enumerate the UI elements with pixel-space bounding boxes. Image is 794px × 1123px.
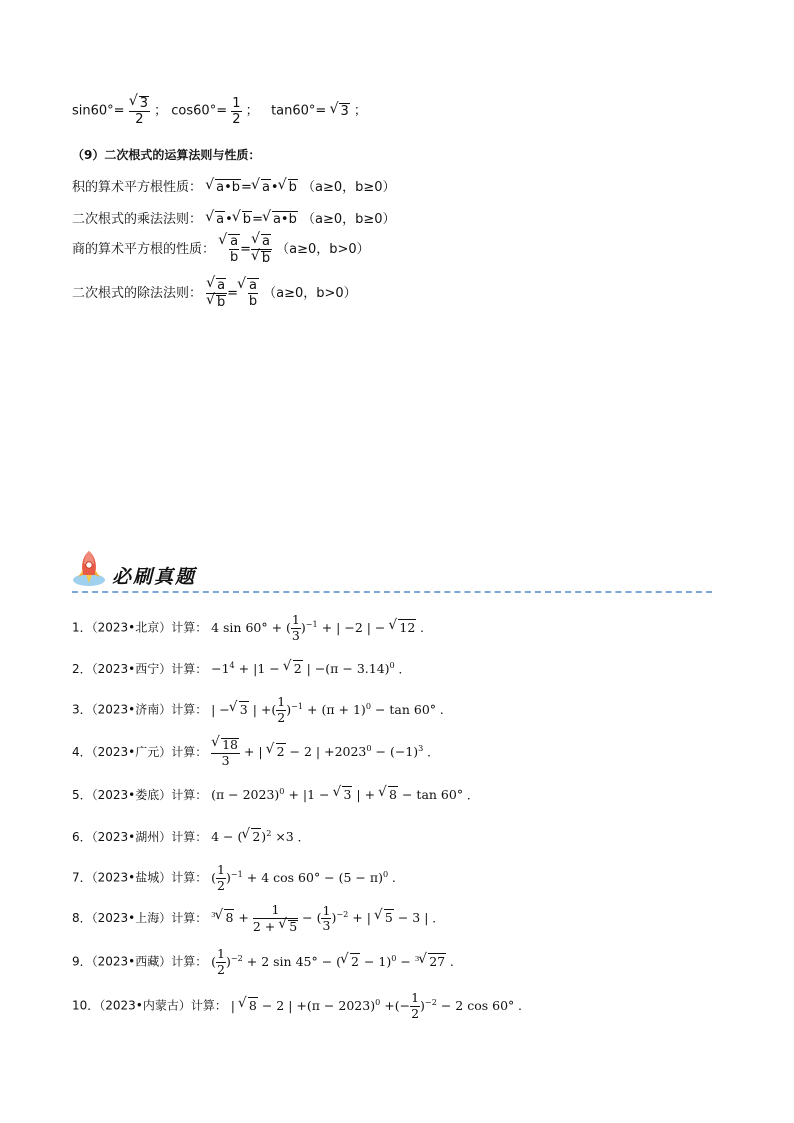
question-8: 8．（2023•上海）计算： $^3$√ 8 + $\frac{1}{2 + √ 5}$ − ( $\frac{1}{3}$ )$^{-2}$ + | √ 5 − 3 | ． (72, 904, 444, 933)
sin-label: sin60°= (72, 103, 125, 119)
question-10: 10．（2023•内蒙古）计算： | √ 8 − 2 | $+(\pi - 2023)^0$ +(− $\frac{1}{2}$ )$^{-2}$ − 2 cos 60° ． (72, 992, 530, 1020)
section-9-heading: （9）二次根式的运算法则与性质： (72, 148, 261, 162)
cos60-fraction: $\frac{1}{2}$ (232, 95, 241, 127)
tan60-radical: √ 3 (330, 103, 349, 119)
question-7: 7．（2023•盐城）计算： ( $\frac{1}{2}$ )$^{-1}$ + 4 $\cos 60^\circ - (5 - \pi)^0$ ． (72, 862, 404, 893)
question-2: 2．（2023•西宁）计算： $-1^4 + |1$ − √ 2 | $-(\pi - 3.14)^0$ ． (72, 660, 411, 677)
question-5: 5．（2023•娄底）计算： $(\pi - 2023)^0 + |1$ − √ 3 | + √ 8 − tan 60° ． (72, 786, 479, 803)
question-3: 3．（2023•济南）计算： | −√ 3 | +( $\frac{1}{2}$ )$^{-1} + (\pi + 1)^0 - \tan 60^\circ$ ． (72, 696, 452, 724)
rule-quotient-sqrt: 商的算术平方根的性质： √ $\frac{a}{b}$ = √ a √ b （a≥0，b>0） (72, 234, 370, 265)
question-4: 4．（2023•广元）计算： √ $\frac{18}{3}$ + | √ 2 − 2 | $+2023^0 - (-1)^3$ ． (72, 738, 439, 767)
cos-label: cos60°= (171, 103, 228, 119)
section-divider (72, 591, 712, 593)
rule-multiplication: 二次根式的乘法法则： √ a•√ b=√ a•b （a≥0，b≥0） (72, 208, 396, 227)
question-9: 9．（2023•西藏）计算： ( $\frac{1}{2}$ )$^{-2}$ + 2 sin 45° − (√ 2 − 1)$^0$ − $^3$√ 27 ． (72, 948, 462, 976)
rule-division: 二次根式的除法法则： √ a √ b = √ $\frac{a}{b}$ （a≥0，b>0） (72, 278, 357, 309)
trig-values-line: sin60°= √ $\frac{3}{2}$ ； cos60°= $\frac{1}{2}$ ； tan60°= √ 3 ； (72, 96, 367, 126)
sin60-fraction: √ $\frac{3}{2}$ (129, 96, 150, 126)
question-6: 6．（2023•湖州）计算： 4 − (√ 2)$^2$ ×3 ． (72, 828, 310, 845)
question-1: 1．（2023•北京）计算： 4 sin 60° + ( $\frac{1}{3}$ )$^{-1}$ + | −2 | − √ 12 ． (72, 614, 432, 642)
rocket-icon (72, 548, 106, 590)
rule-product-sqrt: 积的算术平方根性质： √ a•b=√ a•√ b （a≥0，b≥0） (72, 176, 396, 195)
section-title: 必刷真题 (112, 566, 197, 588)
tan-label: tan60°= (271, 103, 327, 119)
